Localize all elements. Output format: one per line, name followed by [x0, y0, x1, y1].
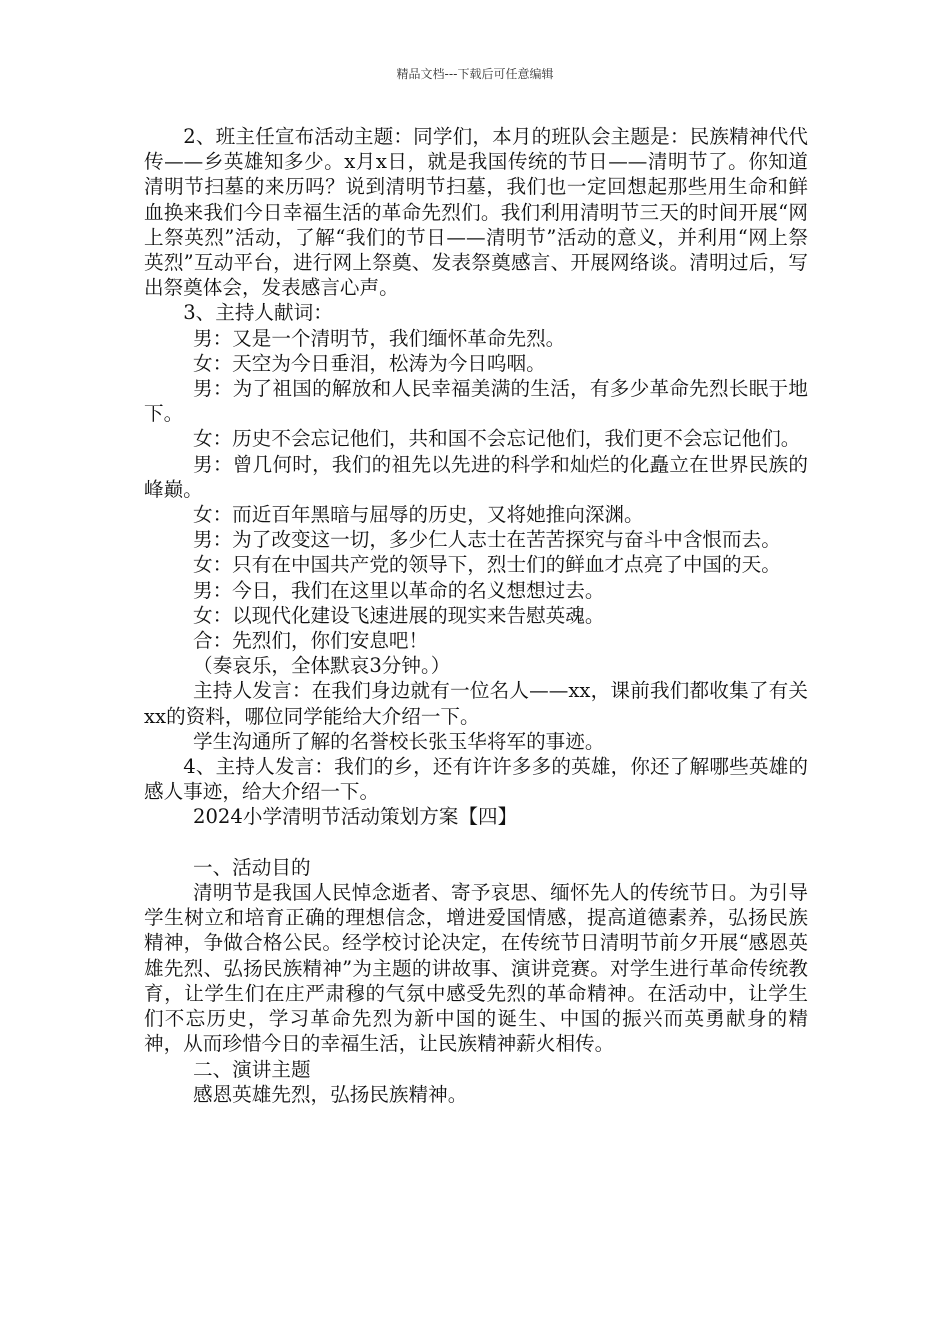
paragraph-dialogue-line: 男：为了祖国的解放和人民幸福美满的生活，有多少革命先烈长眠于地下。: [144, 377, 808, 426]
paragraph-dialogue-line: 女：只有在中国共产党的领导下，烈士们的鲜血才点亮了中国的天。: [193, 553, 781, 577]
paragraph-student-sharing: 学生沟通所了解的名誉校长张玉华将军的事迹。: [193, 729, 605, 753]
paragraph-dialogue-line: 女：以现代化建设飞速进展的现实来告慰英魂。: [193, 603, 605, 627]
paragraph-silence-note: （奏哀乐，全体默哀3分钟。）: [193, 654, 451, 678]
section-title-plan-four: 2024小学清明节活动策划方案【四】: [193, 805, 518, 829]
paragraph-speech-theme: 感恩英雄先烈，弘扬民族精神。: [193, 1082, 468, 1106]
paragraph-host-speech: 主持人发言：在我们身边就有一位名人——xx，课前我们都收集了有关xx的资料，哪位同学能给大介绍一下。: [144, 679, 808, 728]
paragraph-class-teacher-theme: 2、班主任宣布活动主题：同学们，本月的班队会主题是：民族精神代代传——乡英雄知多少。x月x日，就是我国传统的节日——清明节了。你知道清明节扫墓的来历吗？说到清明节扫墓，我们也一定回想起那些用生命和鲜血换来我们今日幸福生活的革命先烈们。我们利用清明节三天的时间开展“网上祭英烈”活动，了解“我们的节日——清明节”活动的意义，并利用“网上祭英烈”互动平台，进行网上祭奠、发表祭奠感言、开展网络谈。清明过后，写出祭奠体会，发表感言心声。: [144, 125, 808, 300]
paragraph-dialogue-line: 男：今日，我们在这里以革命的名义想想过去。: [193, 578, 605, 602]
page-header: 精品文档---下载后可任意编辑: [396, 67, 554, 81]
paragraph-dialogue-line: 女：历史不会忘记他们，共和国不会忘记他们，我们更不会忘记他们。: [193, 427, 801, 451]
paragraph-activity-purpose: 清明节是我国人民悼念逝者、寄予哀思、缅怀先人的传统节日。为引导学生树立和培育正确的理想信念，增进爱国情感，提高道德素养，弘扬民族精神，争做合格公民。经学校讨论决定，在传统节日清明节前夕开展“感恩英雄先烈、弘扬民族精神”为主题的讲故事、演讲竞赛。对学生进行革命传统教育，让学生们在庄严肃穆的气氛中感受先烈的革命精神。在活动中，让学生们不忘历史，学习革命先烈为新中国的诞生、中国的振兴而英勇献身的精神，从而珍惜今日的幸福生活，让民族精神薪火相传。: [144, 881, 808, 1056]
paragraph-dialogue-line: 男：曾几何时，我们的祖先以先进的科学和灿烂的化矗立在世界民族的峰巅。: [144, 452, 808, 501]
heading-speech-theme: 二、演讲主题: [193, 1057, 311, 1081]
paragraph-dialogue-line: 女：天空为今日垂泪，松涛为今日呜咽。: [193, 351, 546, 375]
document-body: [144, 124, 808, 1107]
paragraph-host-speech-4: 4、主持人发言：我们的乡，还有许许多多的英雄，你还了解哪些英雄的感人事迹，给大介绍一下。: [144, 755, 808, 804]
paragraph-host-dedication-heading: 3、主持人献词：: [183, 301, 333, 325]
blank-line: [144, 830, 808, 855]
paragraph-dialogue-line: 男：为了改变这一切，多少仁人志士在苦苦探究与奋斗中含恨而去。: [193, 528, 781, 552]
heading-activity-purpose: 一、活动目的: [193, 855, 311, 879]
paragraph-dialogue-line: 合：先烈们，你们安息吧！: [193, 629, 429, 653]
paragraph-dialogue-line: 男：又是一个清明节，我们缅怀革命先烈。: [193, 326, 566, 350]
paragraph-dialogue-line: 女：而近百年黑暗与屈辱的历史，又将她推向深渊。: [193, 503, 644, 527]
